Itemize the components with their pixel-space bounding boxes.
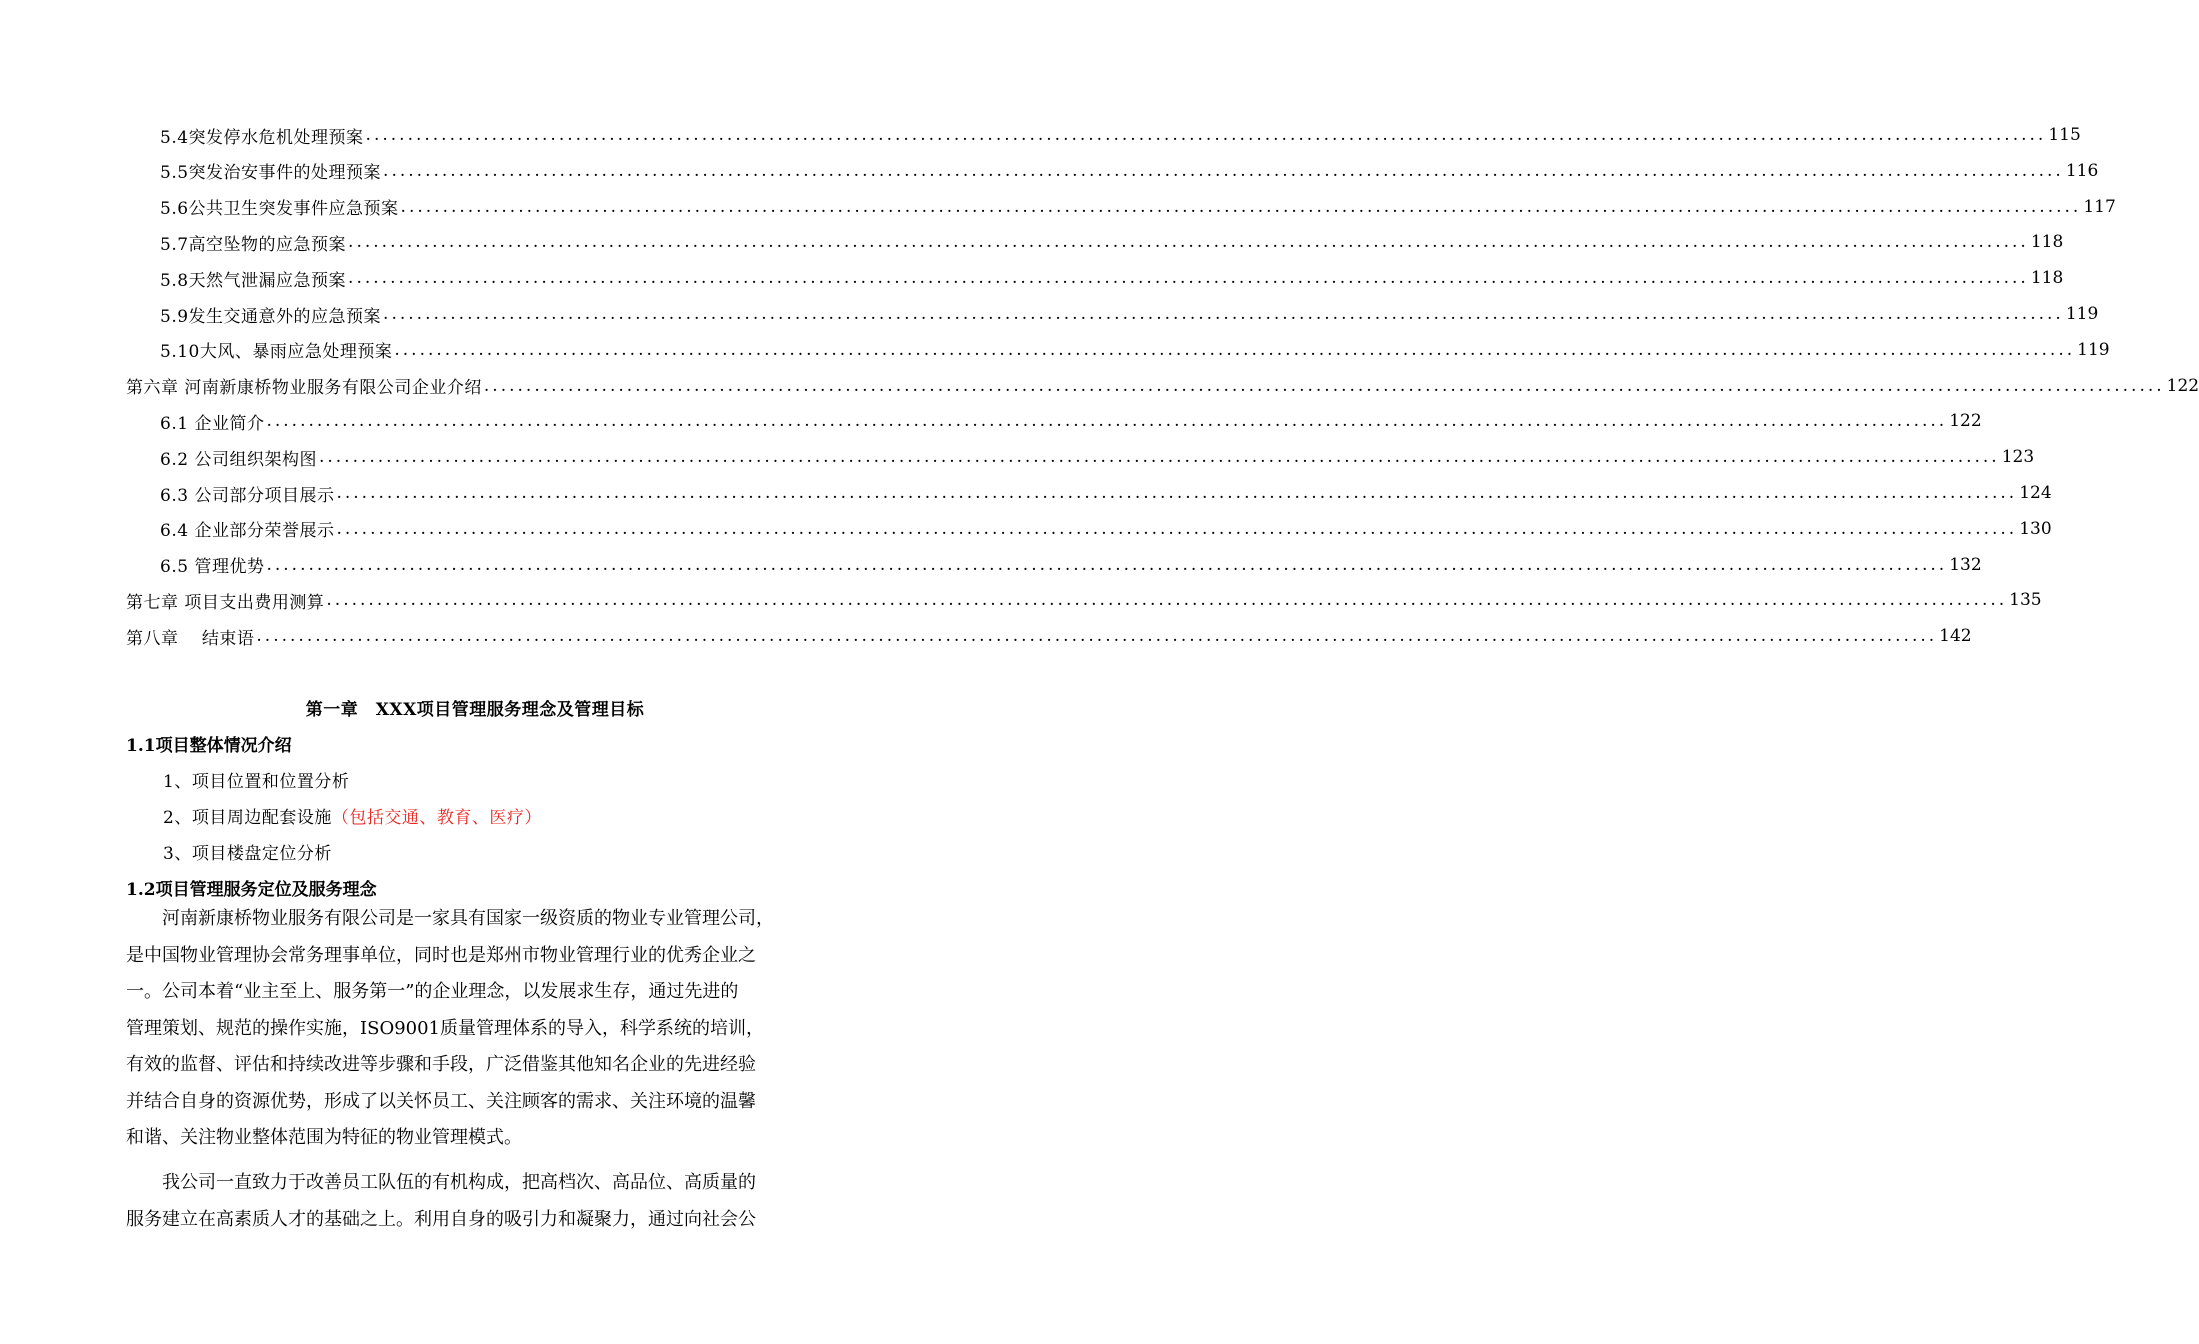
toc-entry-page: 124 [2019,483,2052,503]
toc-entry[interactable] [160,403,1982,439]
toc-leader-dots: ........................................................................................................................................................................................................ [318,447,2000,468]
toc-entry[interactable] [160,439,2035,475]
toc-entry-title: 5.7高空坠物的应急预案 [160,234,347,255]
toc-leader-dots: ........................................................................................................................................................................................................ [383,160,2064,181]
toc-leader-dots: ........................................................................................................................................................................................................ [336,518,2018,539]
toc-entry[interactable] [160,511,2052,547]
toc-entry[interactable] [126,368,2199,404]
list-item [163,803,542,828]
toc-entry-title: 6.4 企业部分荣誉展示 [160,521,335,542]
paragraph-line: 并结合自身的资源优势，形成了以关怀员工、关注顾客的需求、关注环境的温馨 [126,1090,756,1112]
toc-leader-dots: ........................................................................................................................................................................................................ [336,483,2018,503]
toc-leader-dots: ........................................................................................................................................................................................................ [383,304,2064,324]
toc-entry[interactable] [160,547,1982,583]
toc-entry[interactable] [160,475,2052,511]
toc-entry-page: 130 [2019,518,2052,539]
section-heading-1-2: 1.2项目管理服务定位及服务理念 [126,880,377,900]
toc-entry-page: 119 [2065,304,2099,324]
list-item [163,839,332,864]
paragraph-line: 有效的监督、评估和持续改进等步骤和手段，广泛借鉴其他知名企业的先进经验 [126,1054,756,1075]
toc-entry-title: 5.8天然气泄漏应急预案 [160,270,347,291]
toc-entry-page: 123 [2001,447,2035,468]
toc-leader-dots: ........................................................................................................................................................................................................ [483,375,2165,396]
toc-entry-title: 6.5 管理优势 [160,557,265,578]
toc-leader-dots: ........................................................................................................................................................................................................ [348,232,2029,253]
list-item-text: 2、项目周边配套设施 [163,808,332,828]
toc-entry[interactable] [126,582,2042,618]
toc-entry-title: 6.2 公司组织架构图 [160,449,317,470]
toc-entry[interactable] [160,117,2081,153]
toc-entry-title: 5.6公共卫生突发事件应急预案 [160,199,399,220]
toc-entry-page: 118 [2030,268,2064,289]
toc-leader-dots: ........................................................................................................................................................................................................ [266,554,1948,575]
toc-entry[interactable] [160,260,2064,296]
paragraph-line: 河南新康桥物业服务有限公司是一家具有国家一级资质的物业专业管理公司， [126,908,774,929]
toc-entry-title: 6.3 公司部分项目展示 [160,485,335,506]
toc-entry[interactable] [160,224,2064,260]
paragraph-line: 服务建立在高素质人才的基础之上。利用自身的吸引力和凝聚力，通过向社会公 [126,1208,756,1230]
paragraph-line: 一。公司本着“业主至上、服务第一”的企业理念，以发展求生存，通过先进的 [126,981,739,1002]
list-item-note: （包括交通、教育、医疗） [331,808,542,828]
chapter-title: 第一章 XXX项目管理服务理念及管理目标 [305,700,645,720]
toc-entry[interactable] [126,618,1972,654]
toc-leader-dots: ........................................................................................................................................................................................................ [394,339,2076,360]
toc-entry[interactable] [160,296,2099,332]
paragraph-line: 管理策划、规范的操作实施，ISO9001质量管理体系的导入，科学系统的培训， [126,1017,765,1039]
section-heading-1-1: 1.1项目整体情况介绍 [126,736,292,756]
toc-entry-title: 6.1 企业简介 [160,413,265,434]
toc-entry-page: 122 [1949,411,1982,432]
toc-entry[interactable] [160,332,2110,368]
toc-leader-dots: ........................................................................................................................................................................................................ [365,125,2047,145]
paragraph-staff [126,1165,816,1238]
toc-entry-page: 118 [2030,232,2064,253]
toc-entry-page: 132 [1949,554,1982,575]
toc-entry-page: 135 [2009,590,2042,611]
toc-entry-title: 第七章 项目支出费用测算 [126,592,325,613]
toc-entry[interactable] [160,189,2116,225]
paragraph-line: 是中国物业管理协会常务理事单位，同时也是郑州市物业管理行业的优秀企业之 [126,944,756,966]
toc-entry-title: 5.9发生交通意外的应急预案 [160,306,382,327]
paragraph-line: 我公司一直致力于改善员工队伍的有机构成，把高档次、高品位、高质量的 [126,1172,756,1193]
toc-entry-page: 122 [2166,375,2199,396]
paragraph-company-intro [126,901,816,1157]
toc-entry-page: 117 [2083,196,2116,217]
toc-entry-title: 5.10大风、暴雨应急处理预案 [160,342,393,363]
toc-leader-dots: ........................................................................................................................................................................................................ [256,626,1938,647]
toc-entry-title: 5.4突发停水危机处理预案 [160,127,364,148]
toc-entry-title: 第八章 结束语 [126,628,255,649]
list-item [163,767,349,792]
toc-entry[interactable] [160,153,2099,189]
toc-leader-dots: ........................................................................................................................................................................................................ [348,268,2029,289]
paragraph-line: 和谐、关注物业整体范围为特征的物业管理模式。 [126,1127,522,1148]
toc-leader-dots: ........................................................................................................................................................................................................ [266,411,1948,432]
toc-entry-page: 115 [2048,125,2081,145]
toc-leader-dots: ........................................................................................................................................................................................................ [326,590,2008,611]
toc-entry-title: 5.5突发治安事件的处理预案 [160,163,382,184]
toc-entry-page: 116 [2065,160,2099,181]
toc-entry-page: 142 [1939,626,1972,647]
list-item-text: 3、项目楼盘定位分析 [163,844,332,864]
toc-entry-title: 第六章 河南新康桥物业服务有限公司企业介绍 [126,378,482,399]
toc-entry-page: 119 [2077,339,2110,360]
toc-leader-dots: ........................................................................................................................................................................................................ [400,196,2082,217]
list-item-text: 1、项目位置和位置分析 [163,772,350,792]
